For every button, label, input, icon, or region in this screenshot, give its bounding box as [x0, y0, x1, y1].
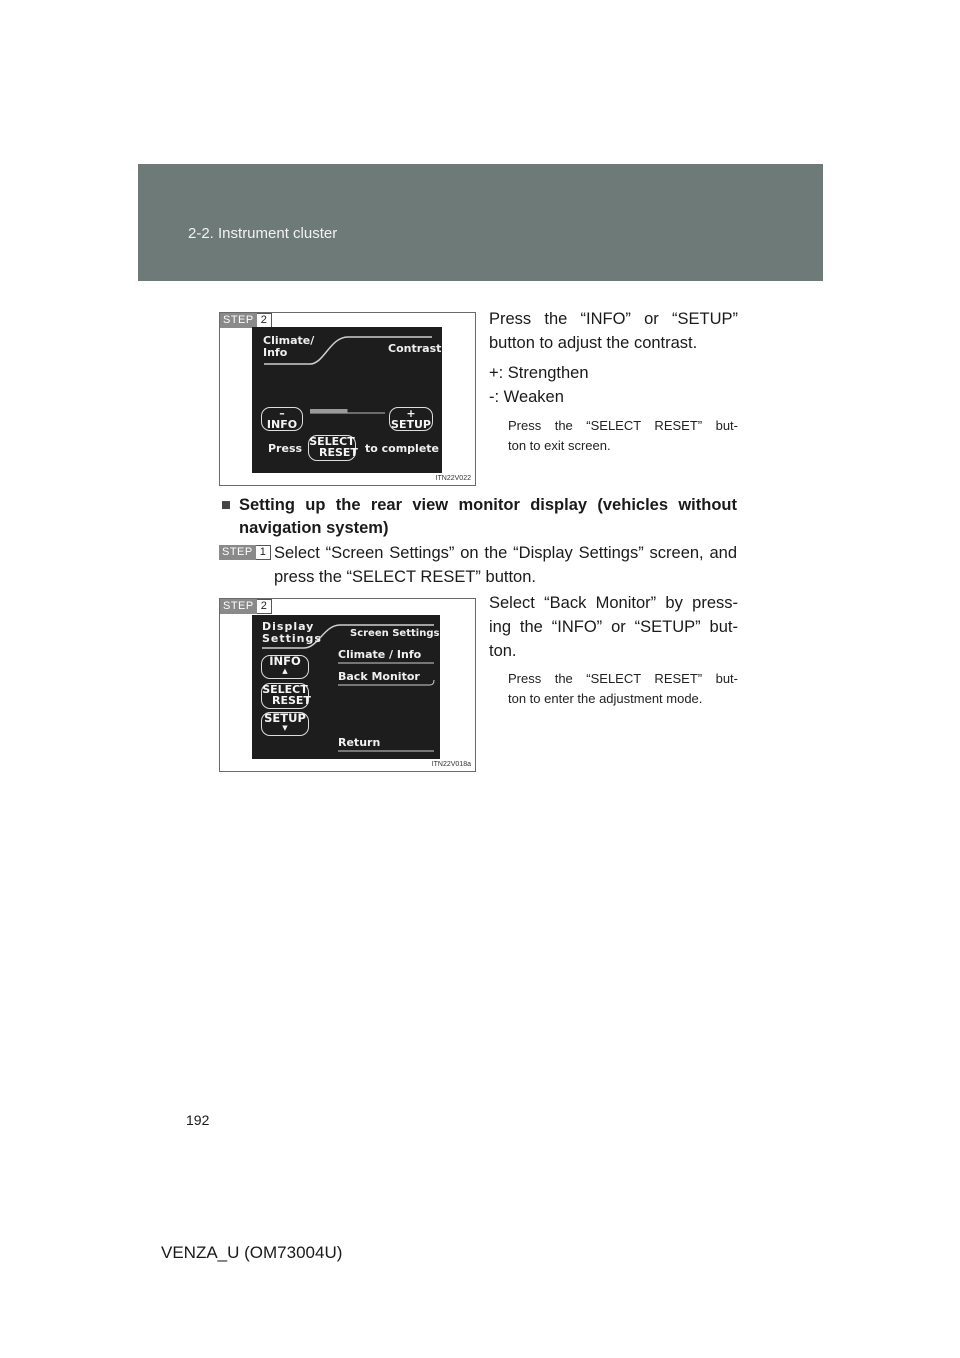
setup-label: SETUP [264, 711, 306, 725]
note-line: ton to enter the adjustment mode. [508, 691, 703, 706]
section-title: 2-2. Instrument cluster [188, 225, 338, 242]
complete-label: to complete [365, 442, 440, 455]
plus-sign: + [406, 407, 416, 420]
section-heading: Setting up the rear view monitor display (vehicles without [239, 496, 737, 514]
screen-settings-label: Screen Settings [350, 628, 440, 639]
menu-item-return: Return [338, 736, 381, 749]
screen-title-2: Info [263, 346, 288, 359]
contrast-level-bar [310, 409, 348, 413]
menu-item-climate-info: Climate / Info [338, 648, 422, 661]
step-text: Select “Screen Settings” on the “Display Settings” screen, and [274, 544, 737, 562]
setup-button [261, 712, 309, 736]
step-badge [220, 313, 272, 328]
figure-screen-settings [219, 598, 476, 772]
info-label: INFO [266, 418, 298, 431]
select-reset-button [308, 435, 356, 461]
info-button [261, 655, 309, 679]
instruction-line: Press the “INFO” or “SETUP” [489, 310, 738, 328]
screen-title-1: Display [262, 620, 315, 633]
step-badge [220, 599, 272, 614]
step-number: 2 [257, 313, 272, 328]
select-reset-button [261, 683, 309, 709]
reset-label: RESET [272, 694, 311, 707]
note-line: Press the “SELECT RESET” but- [508, 418, 738, 433]
step-number: 2 [257, 599, 272, 614]
minus-sign: – [279, 407, 285, 420]
info-label: INFO [269, 654, 301, 668]
select-label: SELECT [309, 435, 355, 448]
instruction-line: ton. [489, 642, 517, 660]
reset-label: RESET [319, 446, 358, 459]
weaken-text: -: Weaken [489, 388, 564, 406]
strengthen-text: +: Strengthen [489, 364, 589, 382]
figure-code: ITN22V022 [435, 475, 471, 482]
screen-title-1: Climate/ [263, 334, 315, 347]
press-label: Press [268, 442, 303, 455]
screen-contrast-label: Contrast [388, 342, 442, 355]
page-number: 192 [186, 1112, 210, 1128]
screen-title-2: Settings [262, 632, 322, 645]
step-label: STEP [220, 599, 257, 614]
section-header-bar [138, 164, 823, 281]
figure-code: ITN22V018a [431, 761, 471, 768]
step-badge [219, 545, 271, 560]
figure-contrast [219, 312, 476, 486]
note-line: ton to exit screen. [508, 438, 611, 453]
setup-label: SETUP [391, 418, 431, 431]
section-bullet: ■ [221, 496, 231, 514]
instruction-line: ing the “INFO” or “SETUP” but- [489, 618, 738, 636]
note-line: Press the “SELECT RESET” but- [508, 671, 738, 686]
info-button [261, 407, 303, 431]
menu-item-back-monitor: Back Monitor [338, 670, 420, 683]
document-code: VENZA_U (OM73004U) [161, 1243, 343, 1262]
instruction-line: button to adjust the contrast. [489, 334, 698, 352]
display-screen [252, 615, 440, 759]
instruction-line: Select “Back Monitor” by press- [489, 594, 738, 612]
up-arrow-icon: ▲ [282, 667, 288, 675]
select-label: SELECT [262, 683, 308, 696]
step-text: press the “SELECT RESET” button. [274, 568, 536, 586]
section-heading: navigation system) [239, 519, 389, 537]
setup-button [389, 407, 433, 431]
step-number: 1 [256, 545, 271, 560]
step-label: STEP [219, 545, 256, 560]
display-screen [252, 327, 442, 473]
down-arrow-icon: ▼ [282, 724, 288, 732]
step-label: STEP [220, 313, 257, 328]
